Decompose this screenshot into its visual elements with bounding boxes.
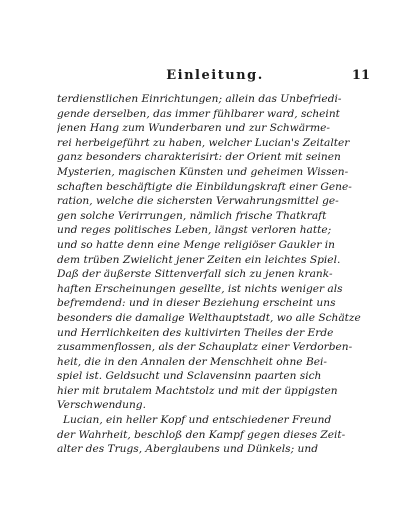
text-line: besonders die damalige Welthauptstadt, wo alle Schätze — [57, 311, 361, 324]
text-line: jenen Hang zum Wunderbaren und zur Schwärme- — [57, 122, 331, 135]
paragraph-start-line: Lucian, ein heller Kopf und entschiedener Freund — [63, 414, 332, 427]
text-line: schaften beschäftigte die Einbildungskraft einer Gene- — [57, 180, 352, 193]
text-line: heit, die in den Annalen der Menschheit ohne Bei- — [57, 355, 327, 368]
text-line: ganz besonders charakterisirt: der Orient mit seinen — [57, 151, 341, 164]
text-line: und Herrlichkeiten des kultivirten Theiles der Erde — [57, 326, 334, 339]
text-line: hier mit brutalem Machtstolz und mit der üppigsten — [57, 384, 338, 397]
text-line: Mysterien, magischen Künsten und geheimen Wissen- — [57, 165, 349, 178]
text-line: Verschwendung. — [57, 399, 146, 412]
running-title: Einleitung. — [166, 68, 264, 83]
text-line: dem trüben Zwielicht jener Zeiten ein leichtes Spiel. — [57, 253, 341, 266]
text-line: und so hatte denn eine Menge religiöser Gaukler in — [57, 238, 335, 251]
text-line: und reges politisches Leben, längst verloren hatte; — [57, 224, 332, 237]
text-line: gende derselben, das immer fühlbarer ward, scheint — [57, 107, 340, 120]
page-number: 11 — [351, 68, 370, 83]
body-text — [57, 92, 370, 457]
text-line: spiel ist. Geldsucht und Sclavensinn paarten sich — [57, 370, 322, 383]
text-line: Daß der äußerste Sittenverfall sich zu jenen krank- — [57, 268, 333, 281]
text-line: alter des Trugs, Aberglaubens und Dünkels; und — [57, 443, 318, 456]
text-line: befremdend: und in dieser Beziehung erscheint uns — [57, 297, 336, 310]
text-line: rei herbeigeführt zu haben, welcher Lucian's Zeitalter — [57, 136, 350, 149]
text-line: gen solche Verirrungen, nämlich frische Thatkraft — [57, 209, 327, 222]
text-line: zusammenflossen, als der Schauplatz einer Verdorben- — [57, 341, 353, 354]
page-header — [60, 68, 370, 90]
text-line: terdienstlichen Einrichtungen; allein das Unbefriedi- — [57, 93, 342, 105]
text-line: haften Erscheinungen gesellte, ist nichts weniger als — [57, 282, 343, 295]
text-line: der Wahrheit, beschloß den Kampf gegen dieses Zeit- — [57, 428, 346, 441]
text-line: ration, welche die sichersten Verwahrungsmittel ge- — [57, 195, 339, 208]
